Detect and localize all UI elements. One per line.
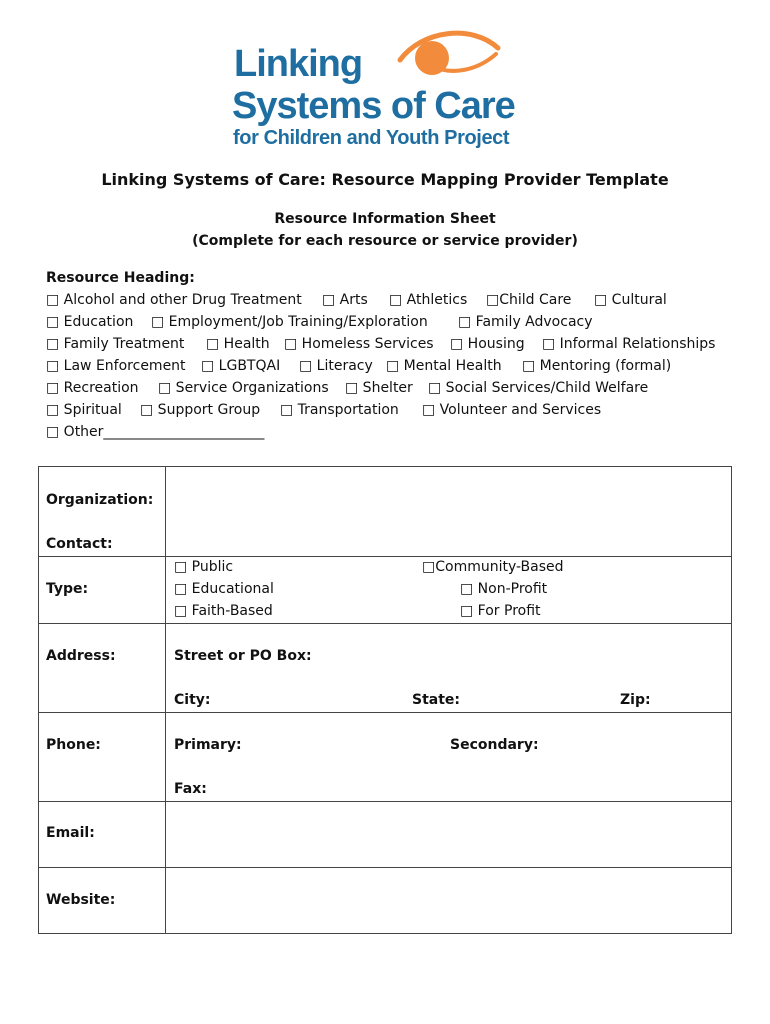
row-divider: [38, 801, 732, 802]
option-housing[interactable]: □ Housing: [450, 336, 525, 352]
row-divider: [38, 623, 732, 624]
secondary-phone-label: Secondary:: [450, 737, 539, 753]
option-education[interactable]: □ Education: [46, 314, 134, 330]
type-option-community-based[interactable]: □Community-Based: [422, 559, 564, 575]
eye-logo-icon: [392, 22, 502, 84]
type-label: Type:: [46, 581, 89, 597]
option-health[interactable]: □ Health: [206, 336, 270, 352]
type-option-non-profit[interactable]: □ Non-Profit: [460, 581, 548, 597]
option-support-group[interactable]: □ Support Group: [140, 402, 261, 418]
row-divider: [38, 867, 732, 868]
row-divider: [38, 556, 732, 557]
option-mentoring-formal[interactable]: □ Mentoring (formal): [522, 358, 672, 374]
option-shelter[interactable]: □ Shelter: [345, 380, 413, 396]
type-option-for-profit[interactable]: □ For Profit: [460, 603, 541, 619]
zip-field-label: Zip:: [620, 692, 651, 708]
option-spiritual[interactable]: □ Spiritual: [46, 402, 122, 418]
state-field-label: State:: [412, 692, 461, 708]
option-cultural[interactable]: □ Cultural: [594, 292, 667, 308]
email-label: Email:: [46, 825, 95, 841]
address-label: Address:: [46, 648, 116, 664]
option-mental-health[interactable]: □ Mental Health: [386, 358, 502, 374]
option-athletics[interactable]: □ Athletics: [389, 292, 468, 308]
logo-line-3: for Children and Youth Project: [233, 127, 510, 149]
option-other[interactable]: □ Other_______________________: [46, 424, 265, 440]
contact-label: Contact:: [46, 536, 113, 552]
column-divider: [165, 466, 166, 934]
option-homeless-services[interactable]: □ Homeless Services: [284, 336, 434, 352]
phone-label: Phone:: [46, 737, 101, 753]
option-social-services[interactable]: □ Social Services/Child Welfare: [428, 380, 649, 396]
logo-line-1: Linking: [234, 43, 363, 85]
option-child-care[interactable]: □Child Care: [486, 292, 572, 308]
organization-label: Organization:: [46, 492, 154, 508]
subtitle-line-1: Resource Information Sheet: [274, 211, 496, 227]
resource-heading-label: Resource Heading:: [46, 270, 195, 286]
page-title: Linking Systems of Care: Resource Mapping Provider Template: [101, 170, 669, 189]
option-arts[interactable]: □ Arts: [322, 292, 368, 308]
subtitle-line-2: (Complete for each resource or service provider): [192, 233, 578, 249]
option-transportation[interactable]: □ Transportation: [280, 402, 399, 418]
type-option-faith-based[interactable]: □ Faith-Based: [174, 603, 273, 619]
option-recreation[interactable]: □ Recreation: [46, 380, 139, 396]
type-option-educational[interactable]: □ Educational: [174, 581, 274, 597]
primary-phone-label: Primary:: [174, 737, 242, 753]
type-option-public[interactable]: □ Public: [174, 559, 234, 575]
option-employment-job-training[interactable]: □ Employment/Job Training/Exploration: [151, 314, 428, 330]
option-informal-relationships[interactable]: □ Informal Relationships: [542, 336, 716, 352]
website-label: Website:: [46, 892, 116, 908]
fax-label: Fax:: [174, 781, 207, 797]
row-divider: [38, 712, 732, 713]
option-family-treatment[interactable]: □ Family Treatment: [46, 336, 185, 352]
logo: [232, 22, 552, 152]
option-law-enforcement[interactable]: □ Law Enforcement: [46, 358, 186, 374]
logo-line-2: Systems of Care: [232, 85, 515, 127]
street-field-label: Street or PO Box:: [174, 648, 312, 664]
option-service-organizations[interactable]: □ Service Organizations: [158, 380, 329, 396]
option-family-advocacy[interactable]: □ Family Advocacy: [458, 314, 593, 330]
option-lgbtqai[interactable]: □ LGBTQAI: [201, 358, 281, 374]
city-field-label: City:: [174, 692, 211, 708]
option-literacy[interactable]: □ Literacy: [299, 358, 373, 374]
option-volunteer-services[interactable]: □ Volunteer and Services: [422, 402, 602, 418]
option-alcohol-drug-treatment[interactable]: □ Alcohol and other Drug Treatment: [46, 292, 302, 308]
